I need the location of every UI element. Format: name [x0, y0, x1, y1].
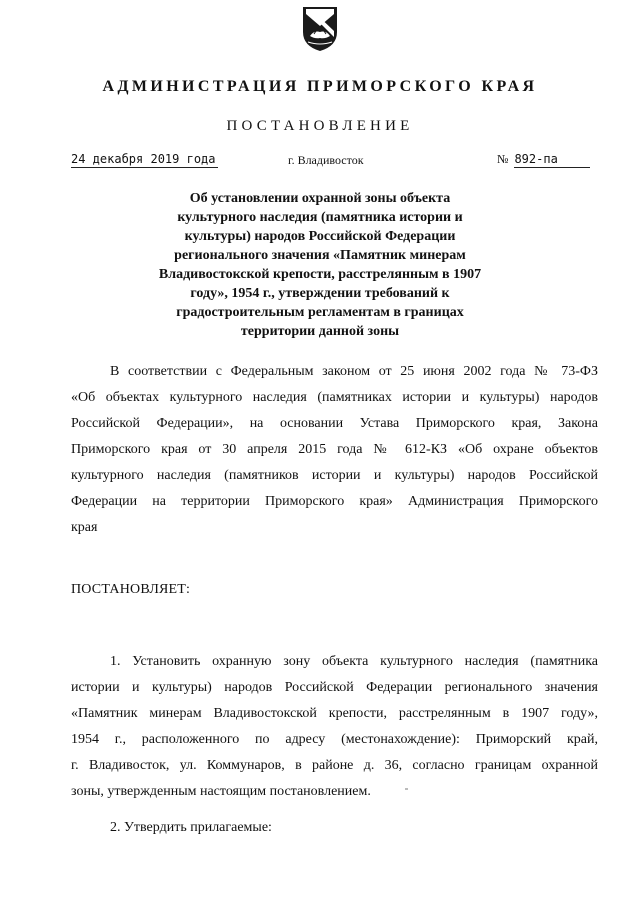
- preamble-paragraph: [71, 359, 598, 541]
- paragraph-line: 1954 г., расположенного по адресу (местонахождение): Приморский край,: [71, 732, 598, 747]
- number-value: 892-па: [514, 152, 590, 168]
- paragraph-line: Федерации на территории Приморского края» Администрация Приморского: [71, 494, 598, 509]
- document-number: [497, 152, 590, 168]
- document-type: ПОСТАНОВЛЕНИЕ: [226, 118, 414, 134]
- title-line: культурного наследия (памятника истории и: [177, 210, 463, 225]
- title-line: Об установлении охранной зоны объекта: [189, 191, 451, 206]
- paragraph-line: края: [71, 520, 98, 535]
- coat-of-arms-icon: [302, 6, 338, 52]
- item-1-paragraph: [71, 649, 598, 805]
- paragraph-line: г. Владивосток, ул. Коммунаров, в районе д. 36, согласно границам охранной: [71, 758, 598, 773]
- scan-speck: [405, 788, 408, 790]
- title-line: регионального значения «Памятник минерам: [174, 248, 466, 263]
- paragraph-line: культурного наследия (памятников истории и культуры) народов Российской: [71, 468, 598, 483]
- paragraph-line: «Об объектах культурного наследия (памятниках истории и культуры) народов: [71, 390, 598, 405]
- document-title: [150, 189, 490, 341]
- title-line: градостроительным регламентам в границах: [176, 305, 464, 320]
- organization-name: АДМИНИСТРАЦИЯ ПРИМОРСКОГО КРАЯ: [102, 78, 538, 95]
- paragraph-line: истории и культуры) народов Российской Федерации регионального значения: [71, 680, 598, 695]
- document-city: г. Владивосток: [288, 153, 364, 167]
- resolve-heading: ПОСТАНОВЛЯЕТ:: [71, 582, 191, 597]
- paragraph-line: 1. Установить охранную зону объекта культурного наследия (памятника: [110, 654, 598, 669]
- title-line: году», 1954 г., утверждении требований к: [190, 286, 450, 301]
- title-line: территории данной зоны: [240, 324, 400, 339]
- paragraph-line: Российской Федерации», на основании Устава Приморского края, Закона: [71, 416, 598, 431]
- document-date: 24 декабря 2019 года: [71, 152, 216, 166]
- item-2-paragraph: 2. Утвердить прилагаемые:: [110, 820, 272, 835]
- number-prefix: №: [497, 152, 509, 166]
- title-line: Владивостокской крепости, расстрелянным в 1907: [158, 267, 482, 282]
- paragraph-line: «Памятник минерам Владивостокской крепости, расстрелянным в 1907 году»,: [71, 706, 598, 721]
- title-line: культуры) народов Российской Федерации: [184, 229, 456, 244]
- paragraph-line: Приморского края от 30 апреля 2015 года № 612-КЗ «Об охране объектов: [71, 442, 598, 457]
- paragraph-line: В соответствии с Федеральным законом от 25 июня 2002 года № 73-ФЗ: [110, 364, 598, 379]
- paragraph-line: зоны, утвержденным настоящим постановлением.: [71, 784, 371, 799]
